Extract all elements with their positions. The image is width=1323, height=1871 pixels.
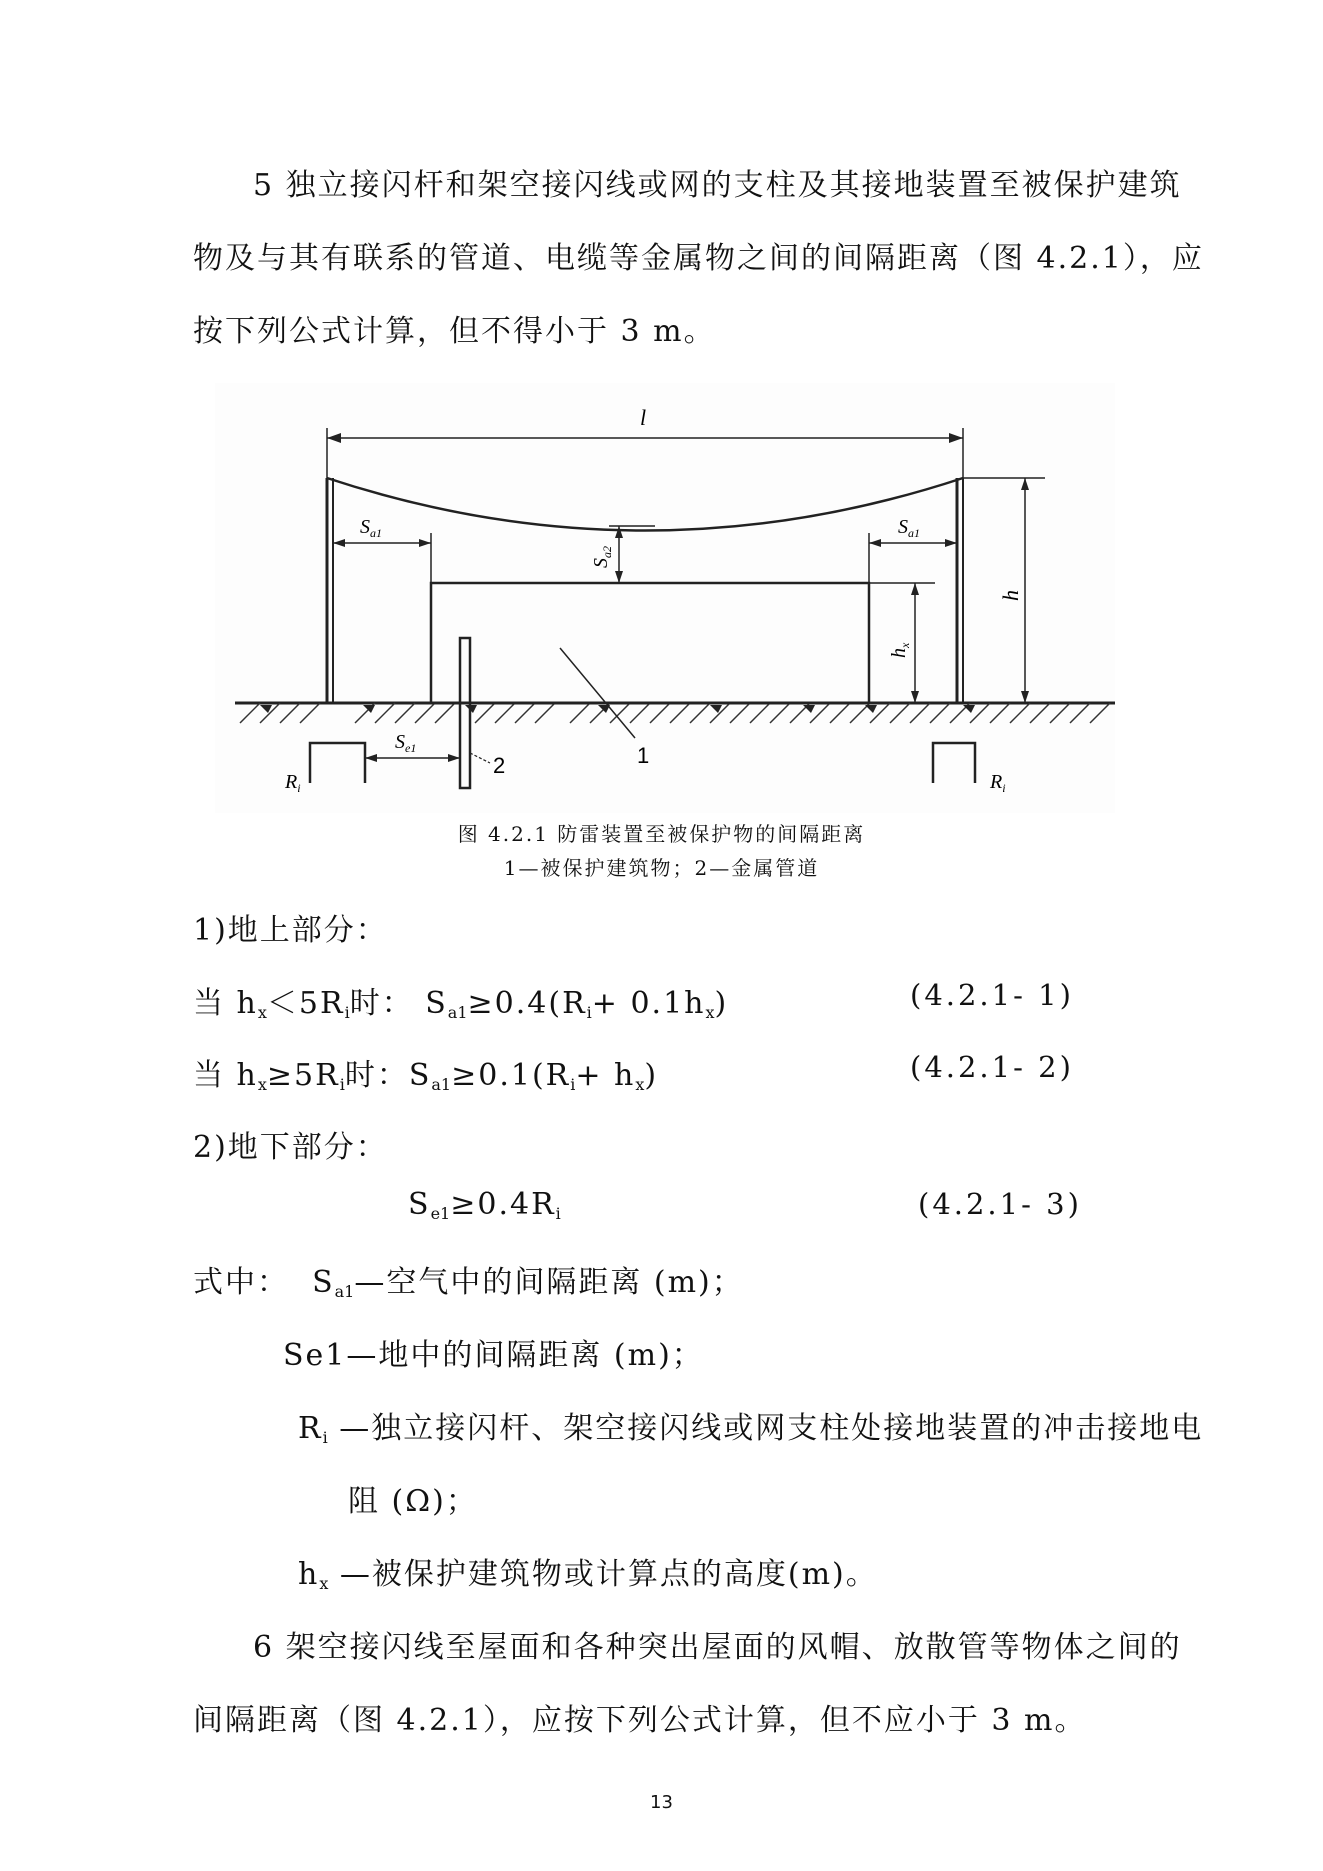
below-ground-heading: 2)地下部分： [193,1130,388,1165]
figure-caption-legend: 1—被保护建筑物；2—金属管道 [503,856,820,880]
para5-line3: 按下列公式计算，但不得小于 3 m。 [193,314,716,349]
equation-number-1: (4.2.1- 1) [910,978,1074,1012]
equation-number-3: (4.2.1- 3) [918,1187,1082,1221]
page-number: 13 [650,1792,673,1813]
figure-caption-title: 图 4.2.1 防雷装置至被保护物的间隔距离 [457,822,866,846]
svg-text:Se1: $S_{e1}$ [395,731,417,755]
label-l: l [640,405,647,430]
definition-sa1: 式中： $S_{a1}—$空气中的间隔距离 (m)； [193,1265,744,1301]
equation-4-2-1-2: 当 $h_x\ge 5R_i$时：$S_{a1}\ge 0.1(R_i+ h_x)$ [193,1058,659,1094]
above-ground-heading: 1)地上部分： [193,913,388,948]
svg-text:Ri: $R_i$ [285,771,301,795]
air-termination-wire [327,478,963,531]
svg-text:Sa2: $S_{a2}$ [590,546,614,568]
definition-ri: $R_i$ —独立接闪杆、架空接闪线或网支柱处接地装置的冲击接地电 [298,1411,1204,1447]
para6-line2: 间隔距离（图 4.2.1），应按下列公式计算，但不应小于 3 m。 [193,1703,1087,1738]
protected-building [431,583,869,703]
definition-ri-continued: 阻 (Ω)； [348,1484,478,1519]
label-1: 1 [637,743,650,768]
diagram-svg [215,383,1115,813]
svg-text:hx: $h_x$ [888,642,912,658]
equation-number-2: (4.2.1- 2) [910,1050,1074,1084]
left-grounding-device [310,743,365,783]
definition-se1: Se1—地中的间隔距离 (m)； [283,1338,704,1373]
lightning-protection-diagram [215,383,1115,813]
definition-hx: $h_x$ —被保护建筑物或计算点的高度(m)。 [298,1557,878,1593]
svg-text:h: h [998,590,1023,601]
right-grounding-device [933,743,975,783]
para5-line1: 5 独立接闪杆和架空接闪线或网的支柱及其接地装置至被保护建筑 [253,168,1182,203]
para6-line1: 6 架空接闪线至屋面和各种突出屋面的风帽、放散管等物体之间的 [253,1630,1182,1665]
svg-text:Sa1: $S_{a1}$ [360,516,382,540]
svg-text:Ri: $R_i$ [990,771,1006,795]
svg-text:Sa1: $S_{a1}$ [898,516,920,540]
equation-4-2-1-1: 当 $h_x<5R_i$时： $S_{a1}\ge 0.4(R_i+ 0.1h_x)$ [193,986,729,1022]
metal-pipe [460,638,470,788]
para5-line2: 物及与其有联系的管道、电缆等金属物之间的间隔距离（图 4.2.1），应 [193,241,1204,276]
label-2: 2 [493,753,506,778]
equation-4-2-1-3: $S_{e1}\ge 0.4R_i$ [408,1187,561,1223]
